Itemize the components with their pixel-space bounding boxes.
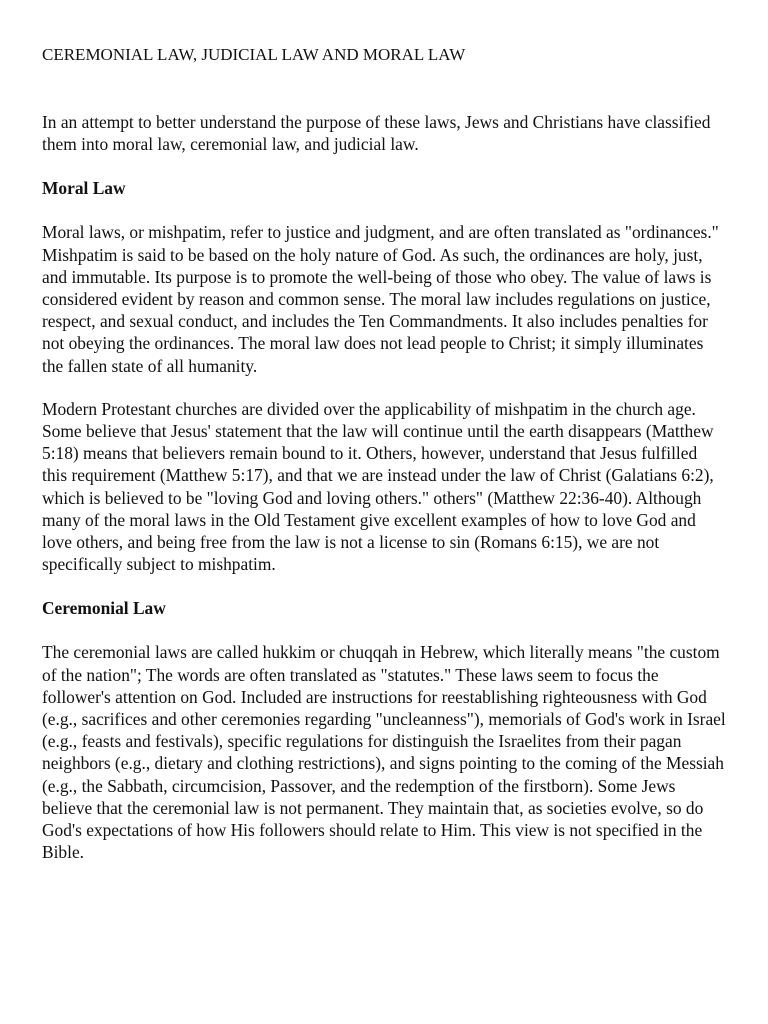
moral-law-paragraph-1: Moral laws, or mishpatim, refer to justice and judgment, and are often translated as "ordinances." Mishpatim is said to be based on the holy nature of God. As such, the ordinances are holy, just, and immutable. Its purpose is to promote the well-being of those who obey. The value of laws is considered evident by reason and common sense. The moral law includes regulations on justice, respect, and sexual conduct, and includes the Ten Commandments. It also includes penalties for not obeying the ordinances. The moral law does not lead people to Christ; it simply illuminates the fallen state of all humanity. — [42, 222, 719, 376]
ceremonial-law-paragraph-1: The ceremonial laws are called hukkim or chuqqah in Hebrew, which literally means "the custom of the nation"; The words are often translated as "statutes." These laws seem to focus the follower's attention on God. Included are instructions for reestablishing righteousness with God (e.g., sacrifices and other ceremonies regarding "uncleanness"), memorials of God's work in Israel (e.g., feasts and festivals), specific regulations for distinguish the Israelites from their pagan neighbors (e.g., dietary and clothing restrictions), and signs pointing to the coming of the Messiah (e.g., the Sabbath, circumcision, Passover, and the redemption of the firstborn). Some Jews believe that the ceremonial law is not permanent. They maintain that, as societies evolve, so do God's expectations of how His followers should relate to Him. This view is not specified in the Bible. — [42, 642, 726, 863]
document-title: CEREMONIAL LAW, JUDICIAL LAW AND MORAL LAW — [42, 45, 466, 64]
section-heading-moral-law: Moral Law — [42, 178, 126, 199]
document-page — [42, 44, 726, 863]
intro-paragraph: In an attempt to better understand the purpose of these laws, Jews and Christians have classified them into moral law, ceremonial law, and judicial law. — [42, 112, 711, 155]
moral-law-paragraph-2: Modern Protestant churches are divided over the applicability of mishpatim in the church age. Some believe that Jesus' statement that the law will continue until the earth disappears (Matthew 5:18) means that believers remain bound to it. Others, however, understand that Jesus fulfilled this requirement (Matthew 5:17), and that we are instead under the law of Christ (Galatians 6:2), which is believed to be "loving God and loving others." others" (Matthew 22:36-40). Although many of the moral laws in the Old Testament give excellent examples of how to love God and love others, and being free from the law is not a license to sin (Romans 6:15), we are not specifically subject to mishpatim. — [42, 398, 714, 575]
section-heading-ceremonial-law: Ceremonial Law — [42, 598, 166, 619]
